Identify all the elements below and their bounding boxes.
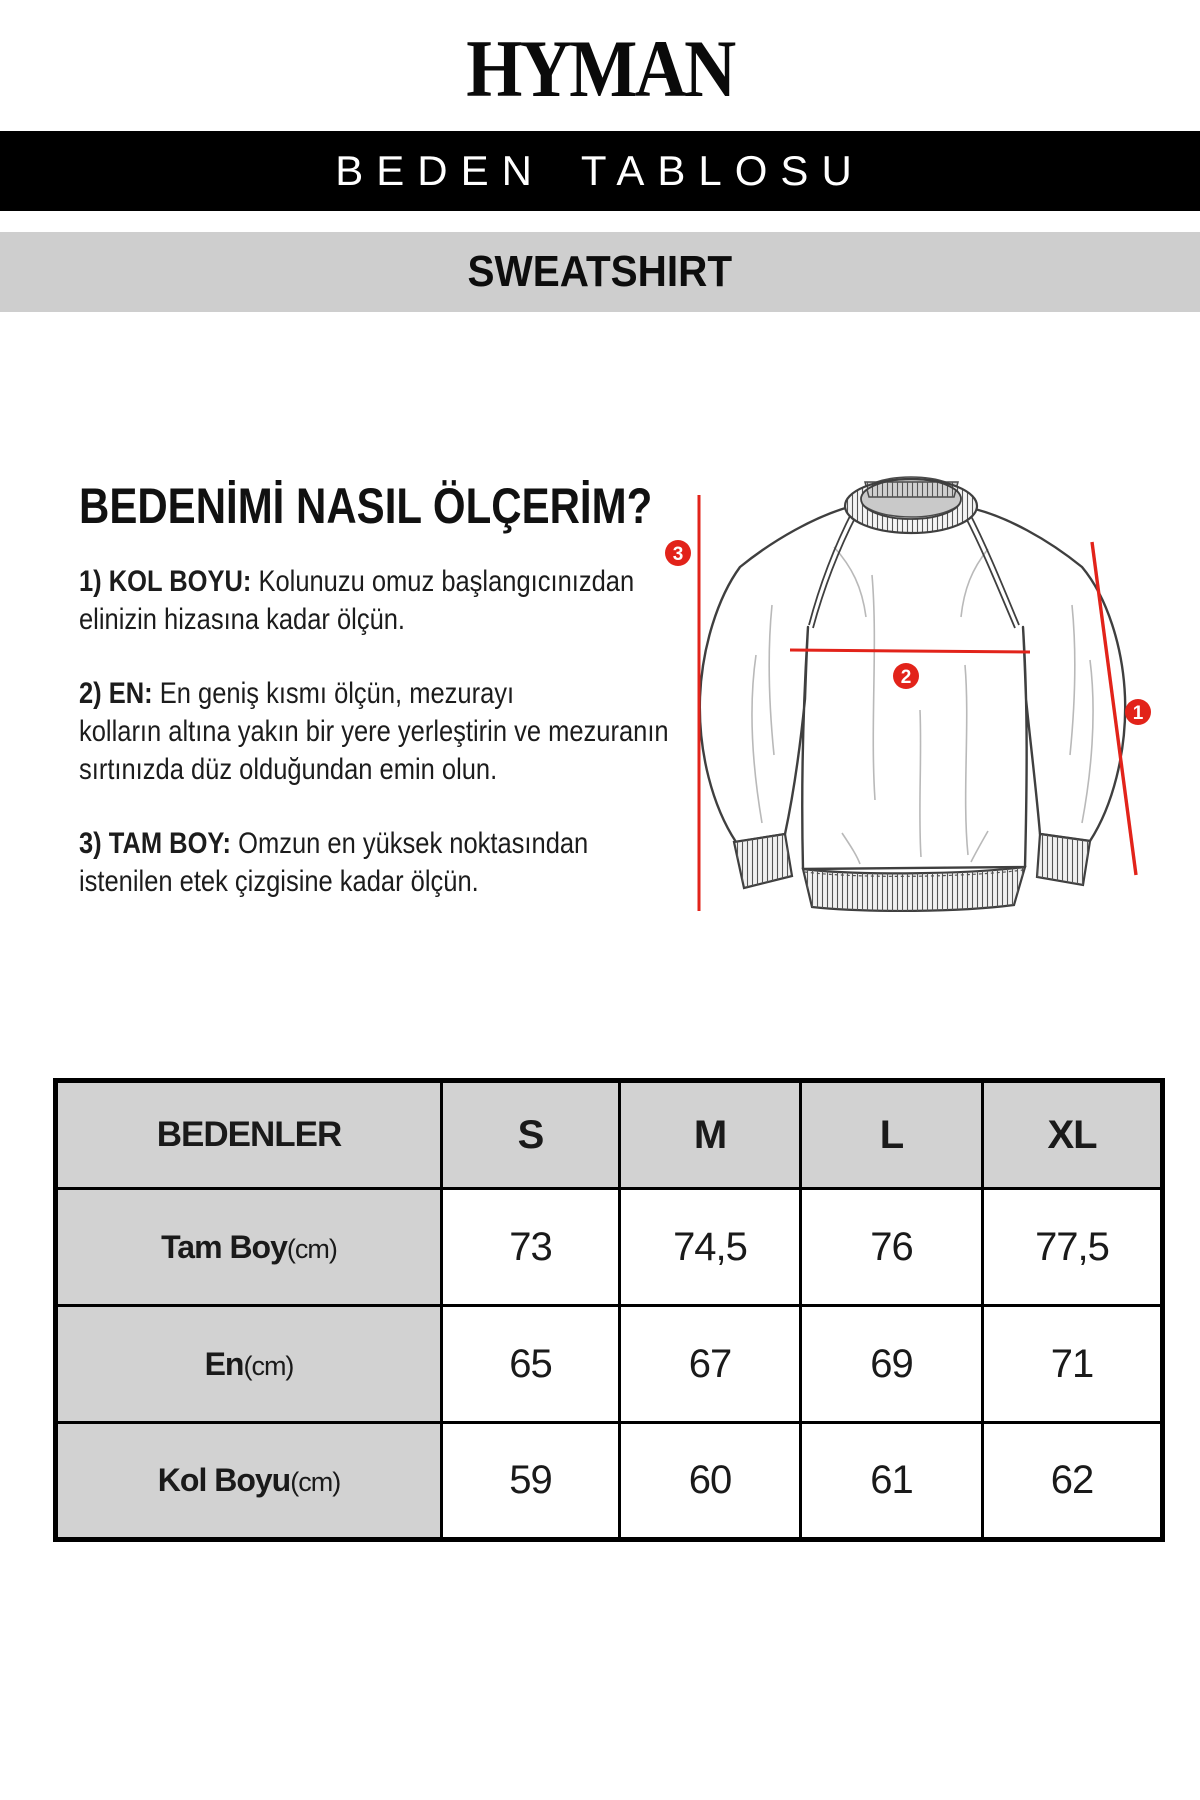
instruction-text: istenilen etek çizgisine kadar ölçün. (79, 864, 479, 898)
product-name: SWEATSHIRT (467, 247, 733, 296)
row-label-cell (56, 1189, 442, 1306)
instruction-label: 3) TAM BOY: (79, 826, 232, 860)
instruction-text: kolların altına yakın bir yere yerleştirin ve mezuranın (79, 714, 669, 748)
row-label: Tam Boy (161, 1228, 287, 1265)
collar (845, 477, 977, 533)
table-header-s: S (442, 1081, 620, 1189)
marker-1-number: 1 (1132, 703, 1144, 724)
instruction-text: Omzun en yüksek noktasından (231, 826, 589, 860)
product-band (0, 232, 1200, 312)
instruction-text: En geniş kısmı ölçün, mezurayı (152, 676, 515, 710)
table-header-l: L (801, 1081, 983, 1189)
size-value-cell: 69 (801, 1306, 983, 1423)
table-header-bedenler: BEDENLER (56, 1081, 442, 1189)
instruction-text: sırtınızda düz olduğundan emin olun. (79, 752, 498, 786)
row-unit: (cm) (290, 1467, 341, 1497)
row-label-cell (56, 1306, 442, 1423)
table-row-en (56, 1306, 1163, 1423)
size-table (53, 1078, 1165, 1542)
row-label: Kol Boyu (157, 1462, 291, 1498)
size-value-cell: 67 (620, 1306, 801, 1423)
hem-band (803, 867, 1025, 911)
instruction-item-tam-boy (79, 825, 679, 901)
table-row-kol-boyu (56, 1423, 1163, 1540)
instruction-item-kol-boyu (79, 563, 679, 639)
instruction-label: 1) KOL BOYU: (79, 564, 252, 598)
instruction-label: 2) EN: (79, 676, 153, 710)
marker-3-number: 3 (672, 544, 684, 565)
size-value-cell: 71 (983, 1306, 1163, 1423)
size-value-cell: 62 (983, 1423, 1163, 1540)
sweatshirt-diagram (620, 455, 1165, 935)
title-banner-text: BEDEN TABLOSU (335, 147, 865, 194)
size-value-cell: 74,5 (620, 1189, 801, 1306)
size-value-cell: 76 (801, 1189, 983, 1306)
size-value-cell: 77,5 (983, 1189, 1163, 1306)
size-value-cell: 59 (442, 1423, 620, 1540)
instructions-heading: BEDENİMİ NASIL ÖLÇERİM? (79, 478, 653, 534)
size-value-cell: 61 (801, 1423, 983, 1540)
table-header-xl: XL (983, 1081, 1163, 1189)
size-value-cell: 65 (442, 1306, 620, 1423)
row-label-cell (56, 1423, 442, 1540)
size-value-cell: 60 (620, 1423, 801, 1540)
en-measure-line (790, 650, 1030, 652)
sweatshirt-drawing (620, 455, 1165, 935)
instruction-text: elinizin hizasına kadar ölçün. (79, 602, 406, 636)
row-label: En (204, 1345, 244, 1382)
instruction-item-en (79, 675, 679, 789)
brand-logo-text: HYMAN (466, 23, 734, 114)
title-banner (0, 131, 1200, 211)
table-header-m: M (620, 1081, 801, 1189)
row-unit: (cm) (286, 1233, 337, 1264)
marker-2-number: 2 (900, 667, 912, 688)
instructions-block (79, 480, 679, 937)
row-unit: (cm) (243, 1350, 294, 1381)
table-header-row (56, 1081, 1163, 1189)
instruction-text: Kolunuzu omuz başlangıcınızdan (251, 564, 635, 598)
size-value-cell: 73 (442, 1189, 620, 1306)
brand-logo (0, 23, 1200, 114)
table-row-tam-boy (56, 1189, 1163, 1306)
